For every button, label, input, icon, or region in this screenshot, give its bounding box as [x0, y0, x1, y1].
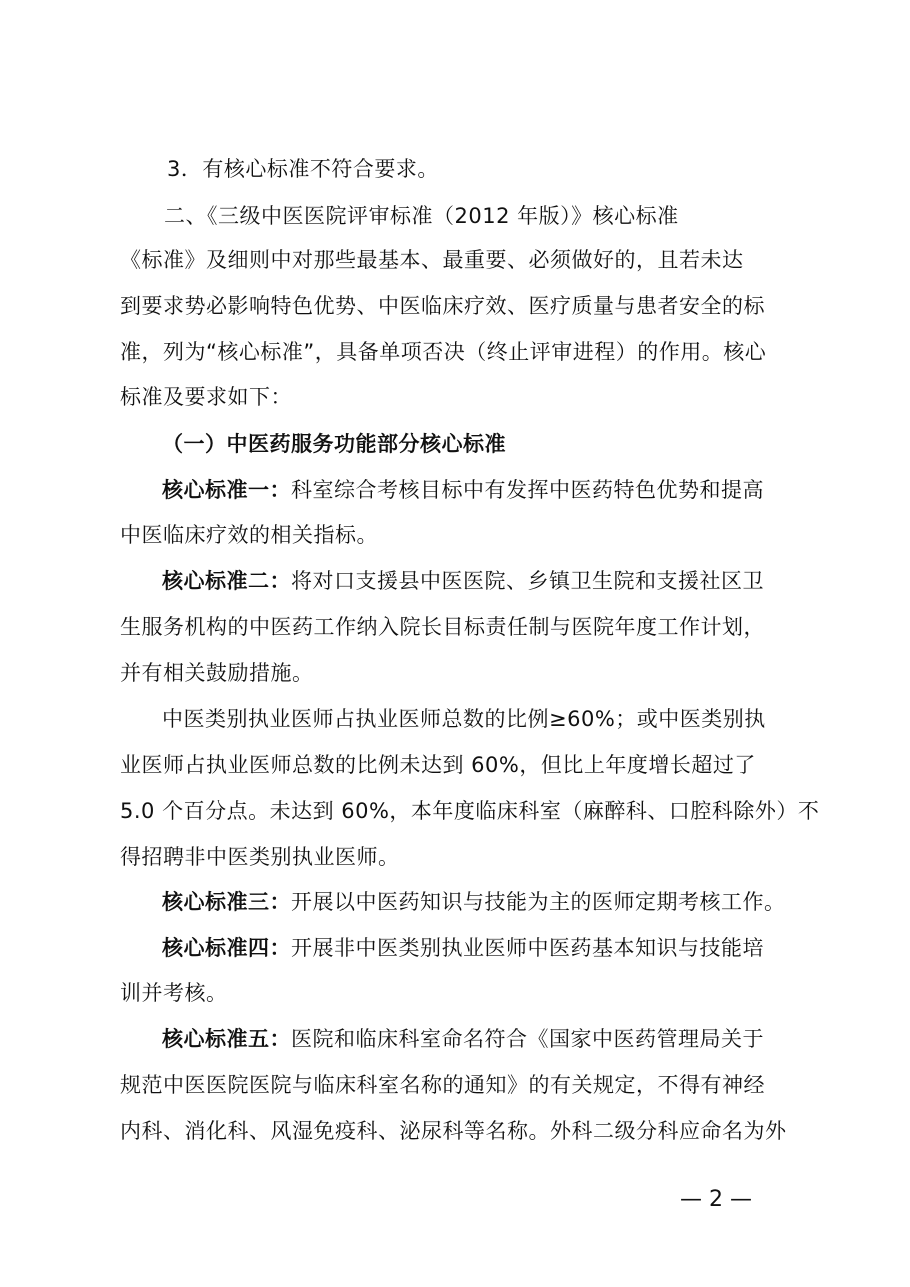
intro-line-2: 到要求势必影响特色优势、中医临床疗效、医疗质量与患者安全的标 — [120, 294, 765, 318]
ratio-line-1: 中医类别执业医师占执业医师总数的比例≥60%；或中医类别执 — [162, 707, 766, 731]
item-3: 3．有核心标准不符合要求。 — [167, 157, 439, 181]
ratio-line-4: 得招聘非中医类别执业医师。 — [120, 845, 400, 869]
standard-5-line-2: 规范中医医院医院与临床科室名称的通知》的有关规定，不得有神经 — [120, 1073, 765, 1097]
intro-line-3: 准，列为“核心标准”，具备单项否决（终止评审进程）的作用。核心 — [120, 340, 767, 364]
intro-line-1: 《标准》及细则中对那些最基本、最重要、必须做好的，且若未达 — [120, 248, 744, 272]
standard-2-text: 将对口支援县中医医院、乡镇卫生院和支援社区卫 — [291, 569, 764, 593]
standard-3-line-1 — [162, 886, 786, 918]
standard-1-line-2: 中医临床疗效的相关指标。 — [120, 523, 378, 547]
standard-4-text: 开展非中医类别执业医师中医药基本知识与技能培 — [291, 936, 764, 960]
standard-4-label: 核心标准四： — [162, 936, 291, 960]
standard-2-label: 核心标准二： — [162, 569, 291, 593]
standard-5-label: 核心标准五： — [162, 1027, 291, 1051]
standard-4-line-2: 训并考核。 — [120, 981, 228, 1005]
standard-1-label: 核心标准一： — [162, 478, 291, 502]
standard-3-text: 开展以中医药知识与技能为主的医师定期考核工作。 — [291, 890, 786, 914]
standard-2-line-1 — [162, 565, 764, 597]
standard-5-text: 医院和临床科室命名符合《国家中医药管理局关于 — [291, 1027, 764, 1051]
standard-4-line-1 — [162, 932, 764, 964]
standard-3-label: 核心标准三： — [162, 890, 291, 914]
standard-1-text: 科室综合考核目标中有发挥中医药特色优势和提高 — [291, 478, 764, 502]
standard-5-line-3: 内科、消化科、风湿免疫科、泌尿科等名称。外科二级分科应命名为外 — [120, 1119, 787, 1143]
intro-line-4: 标准及要求如下： — [120, 385, 292, 409]
standard-5-line-1 — [162, 1023, 764, 1055]
standard-1-line-1 — [162, 474, 764, 506]
subsection-1-heading: （一）中医药服务功能部分核心标准 — [162, 432, 506, 456]
ratio-line-2: 业医师占执业医师总数的比例未达到 60%，但比上年度增长超过了 — [120, 753, 756, 777]
section-2-heading: 二、《三级中医医院评审标准（2012 年版）》核心标准 — [164, 204, 679, 228]
standard-2-line-2: 生服务机构的中医药工作纳入院长目标责任制与医院年度工作计划， — [120, 615, 765, 639]
standard-2-line-3: 并有相关鼓励措施。 — [120, 661, 314, 685]
ratio-line-3: 5.0 个百分点。未达到 60%，本年度临床科室（麻醉科、口腔科除外）不 — [120, 799, 820, 823]
page-number: — 2 — — [680, 1187, 752, 1212]
